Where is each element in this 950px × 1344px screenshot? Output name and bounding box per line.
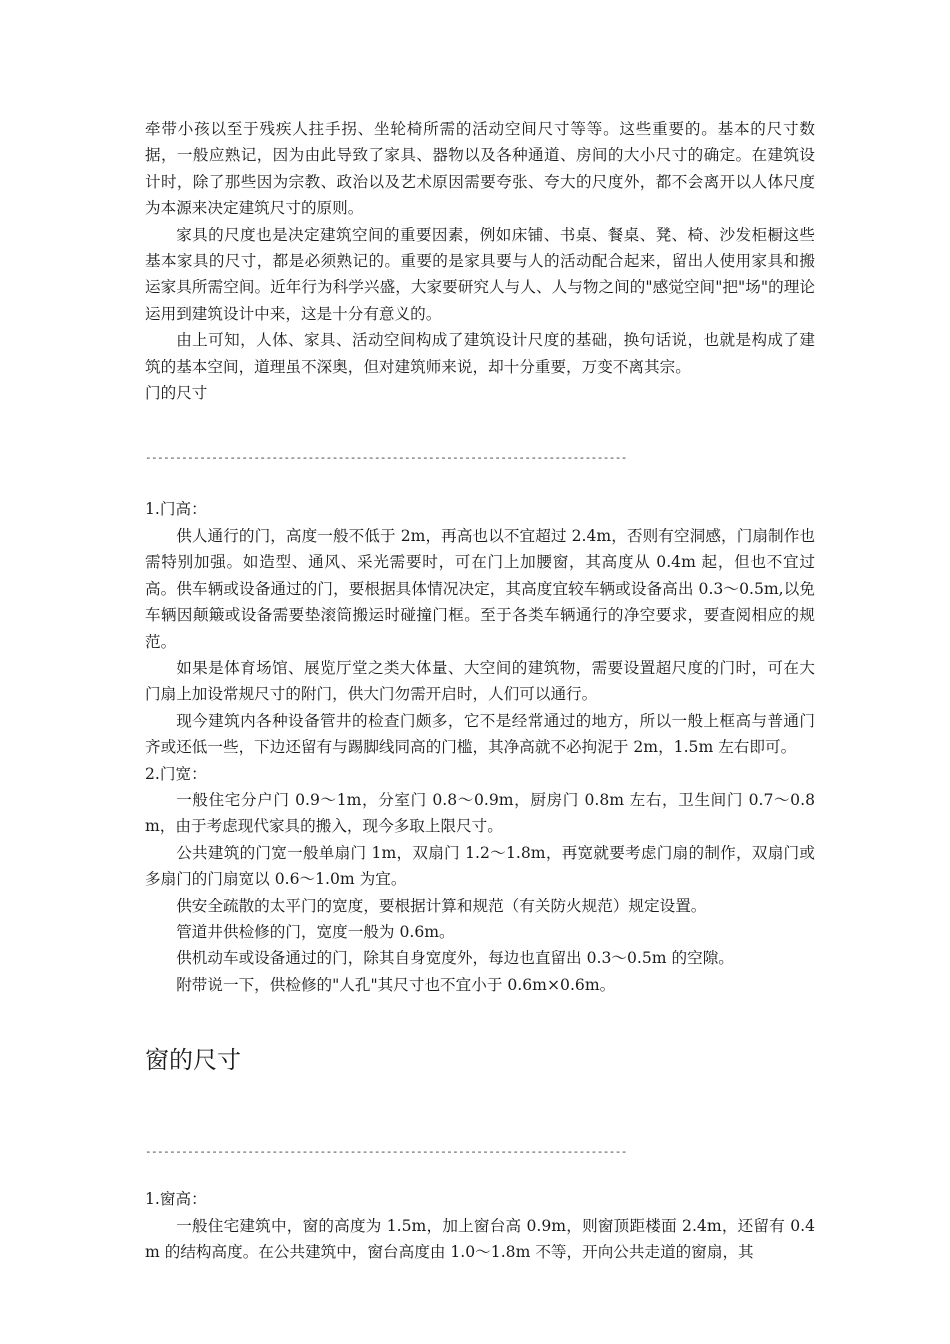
window-section-title: 窗的尺寸 [145,1046,241,1075]
door-width-paragraph-6: 附带说一下，供检修的"人孔"其尺寸也不宜小于 0.6m×0.6m。 [176,975,616,994]
door-width-paragraph-3: 供安全疏散的太平门的宽度，要根据计算和规范（有关防火规范）规定设置。 [176,896,707,915]
door-width-paragraph-1: 一般住宅分户门 0.9～1m，分室门 0.8～0.9m，厨房门 0.8m 左右，卫生间门 0.7～0.8m，由于考虑现代家具的搬入，现今多取上限尺寸。 [145,790,815,836]
door-divider: -------------------------------------------------------------------------------- [145,451,627,465]
door-section-title: 门的尺寸 [145,384,208,403]
intro-paragraph-2: 家具的尺度也是决定建筑空间的重要因素，例如床铺、书桌、餐桌、凳、椅、沙发柜橱这些基本家具的尺寸，都是必须熟记的。重要的是家具要与人的活动配合起来，留出人使用家具和搬运家具所需空间。近年行为科学兴盛，大家要研究人与人、人与物之间的"感觉空间"把"场"的理论运用到建筑设计中来，这是十分有意义的。 [145,225,815,323]
intro-paragraph-1: 牵带小孩以至于残疾人拄手拐、坐轮椅所需的活动空间尺寸等等。这些重要的。基本的尺寸数据，一般应熟记，因为由此导致了家具、器物以及各种通道、房间的大小尺寸的确定。在建筑设计时，除了那些因为宗教、政治以及艺术原因需要夸张、夸大的尺度外，都不会离开以人体尺度为本源来决定建筑尺寸的原则。 [145,120,815,218]
window-height-label: 1.窗高： [145,1190,207,1209]
document-page [145,116,815,1265]
door-width-label: 2.门宽： [145,764,207,783]
window-height-paragraph-1: 一般住宅建筑中，窗的高度为 1.5m，加上窗台高 0.9m，则窗顶距楼面 2.4m，还留有 0.4m 的结构高度。在公共建筑中，窗台高度由 1.0～1.8m 不等，开向公共走道的窗扇，其 [145,1216,815,1261]
door-width-paragraph-4: 管道井供检修的门，宽度一般为 0.6m。 [176,922,455,941]
window-divider: -------------------------------------------------------------------------------- [145,1145,627,1159]
intro-paragraph-3: 由上可知，人体、家具、活动空间构成了建筑设计尺度的基础，换句话说，也就是构成了建筑的基本空间，道理虽不深奥，但对建筑师来说，却十分重要，万变不离其宗。 [145,331,815,376]
door-width-paragraph-2: 公共建筑的门宽一般单扇门 1m，双扇门 1.2～1.8m，再宽就要考虑门扇的制作，双扇门或多扇门的门扇宽以 0.6～1.0m 为宜。 [145,843,815,889]
door-height-paragraph-1: 供人通行的门，高度一般不低于 2m，再高也以不宜超过 2.4m，否则有空洞感，门扇制作也需特别加强。如造型、通风、采光需要时，可在门上加腰窗，其高度从 0.4m 起，但也不宜过高。供车辆或设备通过的门，要根据具体情况决定，其高度宜较车辆或设备高出 0.3～0.5m,以免车辆因颠簸或设备需要垫滚筒搬运时碰撞门框。至于各类车辆通行的净空要求，要查阅相应的规范。 [145,526,815,651]
door-height-paragraph-3: 现今建筑内各种设备管井的检查门颇多，它不是经常通过的地方，所以一般上框高与普通门齐或还低一些，下边还留有与踢脚线同高的门槛，其净高就不必拘泥于 2m，1.5m 左右即可。 [145,711,815,757]
door-height-label: 1.门高： [145,500,207,519]
door-height-paragraph-2: 如果是体育场馆、展览厅堂之类大体量、大空间的建筑物，需要设置超尺度的门时，可在大门扇上加设常规尺寸的附门，供大门勿需开启时，人们可以通行。 [145,658,815,704]
door-width-paragraph-5: 供机动车或设备通过的门，除其自身宽度外，每边也直留出 0.3～0.5m 的空隙。 [176,949,734,968]
